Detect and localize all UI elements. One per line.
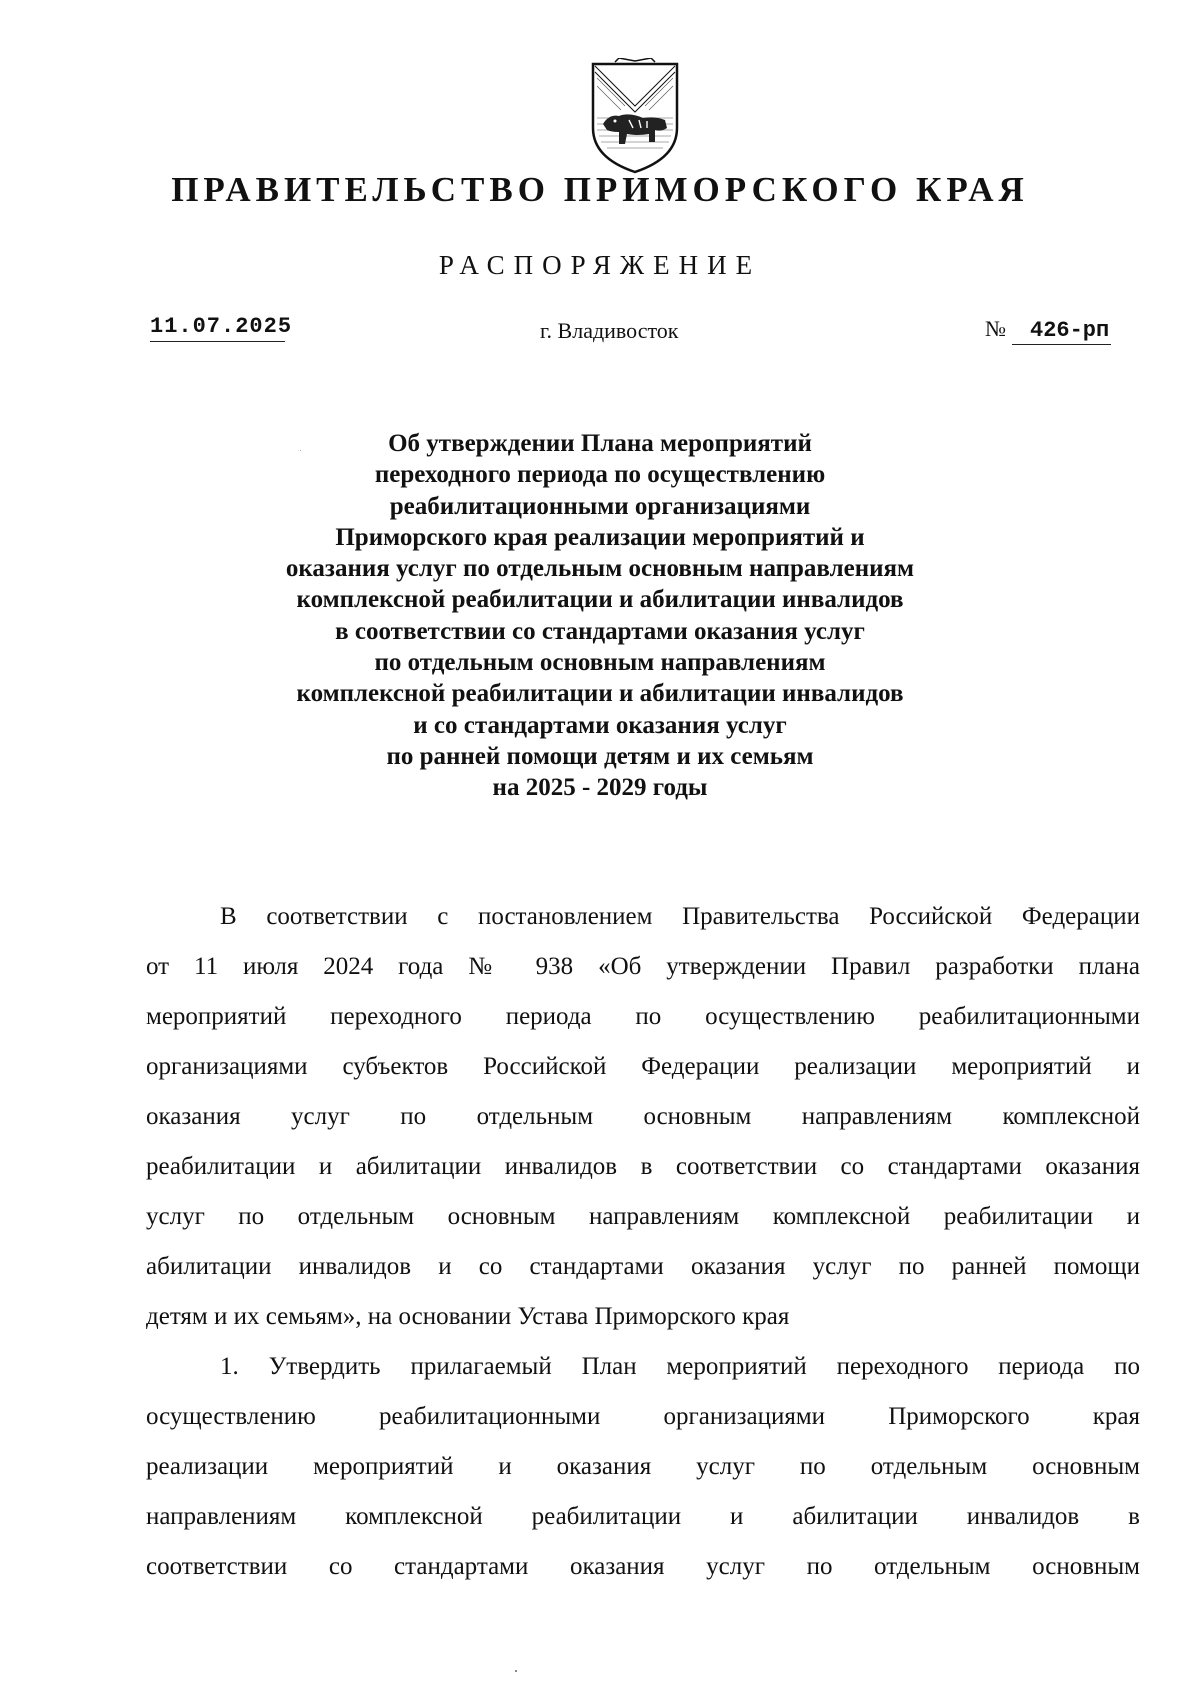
body-line: осуществлению реабилитационными организациями Приморского края xyxy=(146,1403,1140,1430)
subject-line: и со стандартами оказания услуг xyxy=(413,711,787,739)
body-line: реализации мероприятий и оказания услуг по отдельным основным xyxy=(146,1453,1140,1480)
number-label: № xyxy=(985,316,1006,341)
document-type: РАСПОРЯЖЕНИЕ xyxy=(438,250,762,280)
body-line: реабилитации и абилитации инвалидов в соответствии со стандартами оказания xyxy=(146,1153,1140,1180)
body-line: оказания услуг по отдельным основным направлениям комплексной xyxy=(146,1103,1140,1130)
government-title: ПРАВИТЕЛЬСТВО ПРИМОРСКОГО КРАЯ xyxy=(171,170,1029,209)
document-subject xyxy=(200,428,1000,804)
subject-line: в соответствии со стандартами оказания услуг xyxy=(335,617,865,645)
scan-speck xyxy=(300,450,301,451)
number-value: 426-рп xyxy=(1012,318,1111,345)
body-line: от 11 июля 2024 года № 938 «Об утверждении Правил разработки плана xyxy=(146,953,1140,980)
subject-line: Приморского края реализации мероприятий и xyxy=(335,523,865,551)
subject-line: комплексной реабилитации и абилитации инвалидов xyxy=(296,586,904,614)
body-line: соответствии со стандартами оказания услуг по отдельным основным xyxy=(146,1553,1140,1580)
scan-speck xyxy=(515,1670,517,1672)
body-line: детям и их семьям», на основании Устава Приморского края xyxy=(146,1303,790,1330)
document-number xyxy=(985,316,1111,343)
body-line: абилитации инвалидов и со стандартами оказания услуг по ранней помощи xyxy=(146,1253,1140,1280)
body-line: 1. Утвердить прилагаемый План мероприятий переходного периода по xyxy=(220,1353,1140,1380)
subject-line: на 2025 - 2029 годы xyxy=(492,774,708,802)
body-line: услуг по отдельным основным направлениям комплексной реабилитации и xyxy=(146,1203,1140,1230)
document-city: г. Владивосток xyxy=(540,318,679,343)
subject-line: Об утверждении Плана мероприятий xyxy=(388,430,812,457)
subject-line: переходного периода по осуществлению xyxy=(374,461,826,489)
subject-line: по ранней помощи детям и их семьям xyxy=(386,742,814,770)
subject-line: оказания услуг по отдельным основным направлениям xyxy=(285,555,915,583)
coat-of-arms-icon xyxy=(585,58,685,178)
body-line: направлениям комплексной реабилитации и абилитации инвалидов в xyxy=(146,1503,1140,1530)
document-date: 11.07.2025 xyxy=(150,314,285,342)
body-line: мероприятий переходного периода по осуществлению реабилитационными xyxy=(146,1003,1140,1030)
body-line: В соответствии с постановлением Правительства Российской Федерации xyxy=(220,903,1140,930)
body-line: организациями субъектов Российской Федерации реализации мероприятий и xyxy=(146,1053,1140,1080)
subject-line: комплексной реабилитации и абилитации инвалидов xyxy=(296,680,904,708)
subject-line: по отдельным основным направлениям xyxy=(374,649,826,677)
subject-line: реабилитационными организациями xyxy=(389,492,811,520)
